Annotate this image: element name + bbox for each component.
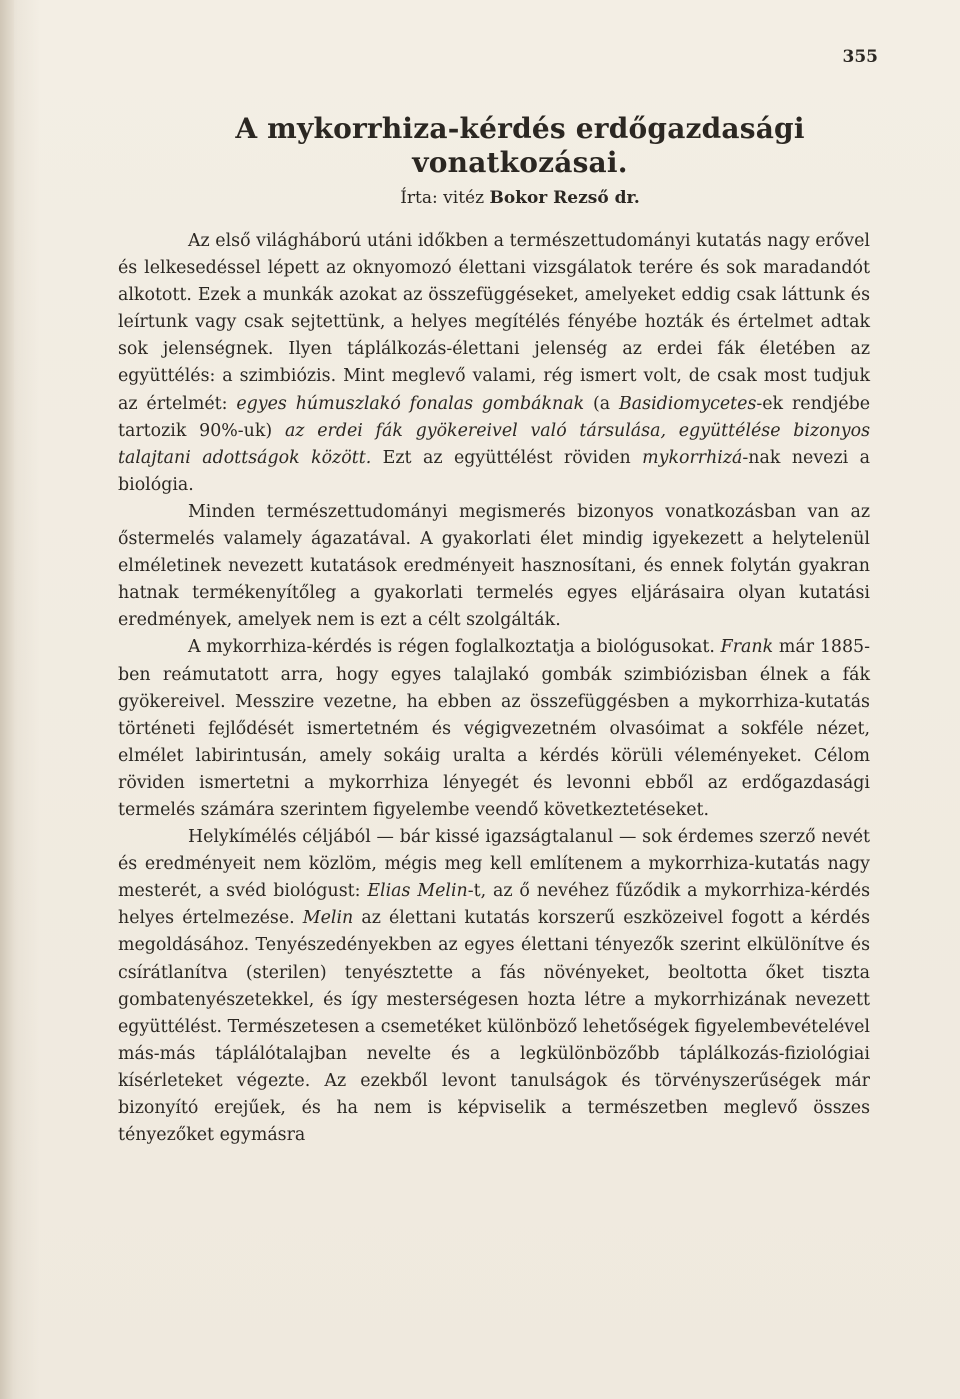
- text-span: Ezt az együttélést röviden: [371, 447, 643, 468]
- text-span: már 1885-ben reámutatott arra, hogy egyes talajlakó gombák szimbiózisban élnek a fák gyökereivel. Messzire vezetne, ha ebben az összefüggésben a mykorrhiza-kutatás történeti fejlődését ismertetném és végigvezetném olvasóimat a sokféle nézet, elmélet labirintusán, amely sokáig uralta a kérdés körüli véleményeket. Célom röviden ismertetni a mykorrhiza lényegét és levonni ebből az erdőgazdasági termelés számára szerintem figyelembe veendő következtetéseket.: [118, 637, 870, 820]
- italic-span: egyes húmuszlakó fonalas gombáknak: [236, 393, 585, 414]
- byline-author: Bokor Rezső dr.: [489, 188, 640, 208]
- article-title: [140, 112, 900, 180]
- italic-span: Frank: [720, 637, 774, 658]
- italic-span: Melin: [302, 908, 354, 929]
- italic-span: Basidiomycetes: [619, 393, 757, 414]
- text-span: -t, az ő nevéhez fűződik a mykorrhiza-kérdés helyes értelmezése.: [118, 881, 870, 929]
- page-number: 355: [842, 47, 878, 67]
- text-span: A mykorrhiza-kérdés is régen foglalkoztatja a biológusokat.: [188, 637, 721, 658]
- paragraph-4: [118, 824, 870, 1149]
- text-span: -ek rendjébe tartozik 90%-uk): [118, 393, 871, 441]
- byline: [140, 188, 900, 208]
- byline-prefix: Írta: vitéz: [400, 188, 490, 208]
- page-binding-edge: [0, 0, 14, 1399]
- text-span: Helykímélés céljából — bár kissé igazságtalanul — sok érdemes szerző nevét és eredményeit nem közlöm, mégis meg kell említenem a mykorrhiza-kutatás nagy mesterét, a svéd biológust:: [118, 827, 870, 902]
- text-span: az élettani kutatás korszerű eszközeivel fogott a kérdés megoldásához. Tenyészedényekben az egyes élettani tényezők szerint elkülönítve és csírátlanítva (sterilen) tenyésztette a fás növényeket, beoltotta őket tiszta gombatenyészetekkel, és így mesterségesen hozta létre a mykorrhizának nevezett együttélést. Természetesen a csemetéket különböző lehetőségek figyelembevételével más-más táplálótalajban nevelte és a legkülönbözőbb táplálkozás-fiziológiai kísérleteket végezte. Az ezekből levont tanulságok és törvényszerűségek már bizonyító erejűek, és ha nem is képviselik a természetben meglevő összes tényezőket egymásra: [118, 908, 870, 1146]
- text-span: Minden természettudományi megismerés bizonyos vonatkozásban van az őstermelés valamely ágazatával. A gyakorlati élet mindig igyekezett a helytelenül elméletinek nevezett kutatások eredményeit hasznosítani, és ennek folytán gyakran hatnak termékenyítőleg a gyakorlati termelés egyes eljárásaira olyan kutatási eredmények, amelyek nem is ezt a célt szolgálták.: [118, 501, 870, 631]
- italic-span: Elias Melin: [367, 881, 468, 902]
- text-span: -nak nevezi a biológia.: [118, 447, 870, 495]
- italic-span: az erdei fák gyökereivel való társulása, együttélése bizonyos talajtani adottságok között.: [118, 420, 870, 468]
- italic-span: mykorrhizá: [642, 447, 743, 468]
- text-span: Az első világháború utáni időkben a természettudományi kutatás nagy erővel és lelkesedéssel lépett az oknyomozó élettani vizsgálatok terére és sok maradandót alkotott. Ezek a munkák azokat az összefüggéseket, amelyeket eddig csak láttunk és leírtunk vagy csak sejtettünk, a helyes megítélés fényébe hozták és értelmet adtak sok jelenségnek. Ilyen táplálkozás-élettani jelenség az erdei fák életében az együttélés: a szimbiózis. Mint meglevő valami, rég ismert volt, de csak most tudjuk az értelmét:: [118, 231, 870, 414]
- paragraph-3: [118, 634, 870, 824]
- article-body: [118, 228, 870, 1149]
- title-line-2: vonatkozásai.: [412, 146, 628, 179]
- paragraph-2: [118, 499, 870, 634]
- text-span: (a: [584, 393, 620, 414]
- paragraph-1: [118, 228, 870, 499]
- title-line-1: A mykorrhiza-kérdés erdőgazdasági: [235, 112, 805, 145]
